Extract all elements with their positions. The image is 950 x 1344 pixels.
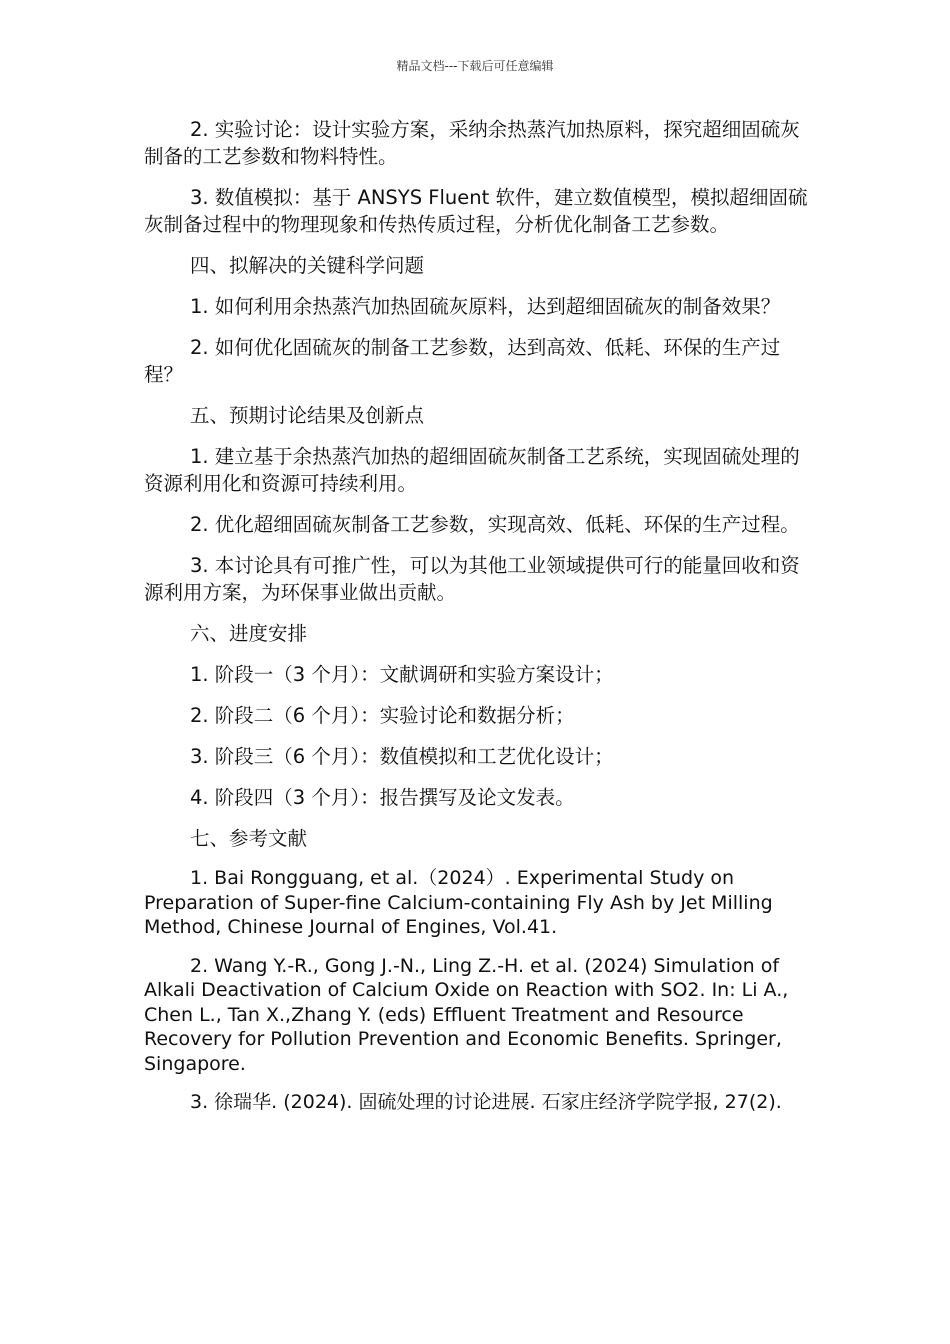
reference-1: 1. Bai Rongguang, et al.（2024）. Experimental Study on Preparation of Super-fine Calcium-containing Fly Ash by Jet Milling Method, Chinese Journal of Engines, Vol.41. (144, 867, 773, 938)
section-heading-key-problems: 四、拟解决的关键科学问题 (190, 254, 425, 277)
schedule-item-2: 2. 阶段二（6 个月）：实验讨论和数据分析； (190, 704, 575, 727)
schedule-item-1: 1. 阶段一（3 个月）：文献调研和实验方案设计； (190, 663, 614, 686)
document-body (144, 116, 810, 1129)
reference-3: 3. 徐瑞华. (2024). 固硫处理的讨论进展. 石家庄经济学院学报, 27(2). (190, 1091, 782, 1113)
paragraph-result-1: 1. 建立基于余热蒸汽加热的超细固硫灰制备工艺系统，实现固硫处理的资源利用化和资源可持续利用。 (144, 445, 800, 495)
schedule-item-3: 3. 阶段三（6 个月）：数值模拟和工艺优化设计； (190, 745, 614, 768)
section-heading-references: 七、参考文献 (190, 827, 308, 850)
schedule-item-4: 4. 阶段四（3 个月）：报告撰写及论文发表。 (190, 786, 575, 809)
section-heading-expected-results: 五、预期讨论结果及创新点 (190, 404, 425, 427)
paragraph-problem-2: 2. 如何优化固硫灰的制备工艺参数，达到高效、低耗、环保的生产过程？ (144, 336, 781, 386)
paragraph-result-3: 3. 本讨论具有可推广性，可以为其他工业领域提供可行的能量回收和资源利用方案，为环保事业做出贡献。 (144, 554, 800, 604)
paragraph-problem-1: 1. 如何利用余热蒸汽加热固硫灰原料，达到超细固硫灰的制备效果？ (190, 295, 781, 318)
reference-2: 2. Wang Y.-R., Gong J.-N., Ling Z.-H. et al. (2024) Simulation of Alkali Deactivation of Calcium Oxide on Reaction with SO2. In: Li A., Chen L., Tan X.,Zhang Y. (eds) Effluent Treatment and Resource Recovery for Pollution Prevention and Economic Benefits. Springer, Singapore. (144, 954, 789, 1075)
page-header: 精品文档---下载后可任意编辑 (396, 59, 554, 73)
paragraph-experiment: 2. 实验讨论：设计实验方案，采纳余热蒸汽加热原料，探究超细固硫灰制备的工艺参数和物料特性。 (144, 118, 800, 168)
paragraph-simulation: 3. 数值模拟：基于 ANSYS Fluent 软件，建立数值模型，模拟超细固硫灰制备过程中的物理现象和传热传质过程，分析优化制备工艺参数。 (144, 186, 808, 236)
section-heading-schedule: 六、进度安排 (190, 622, 308, 645)
paragraph-result-2: 2. 优化超细固硫灰制备工艺参数，实现高效、低耗、环保的生产过程。 (190, 513, 800, 536)
